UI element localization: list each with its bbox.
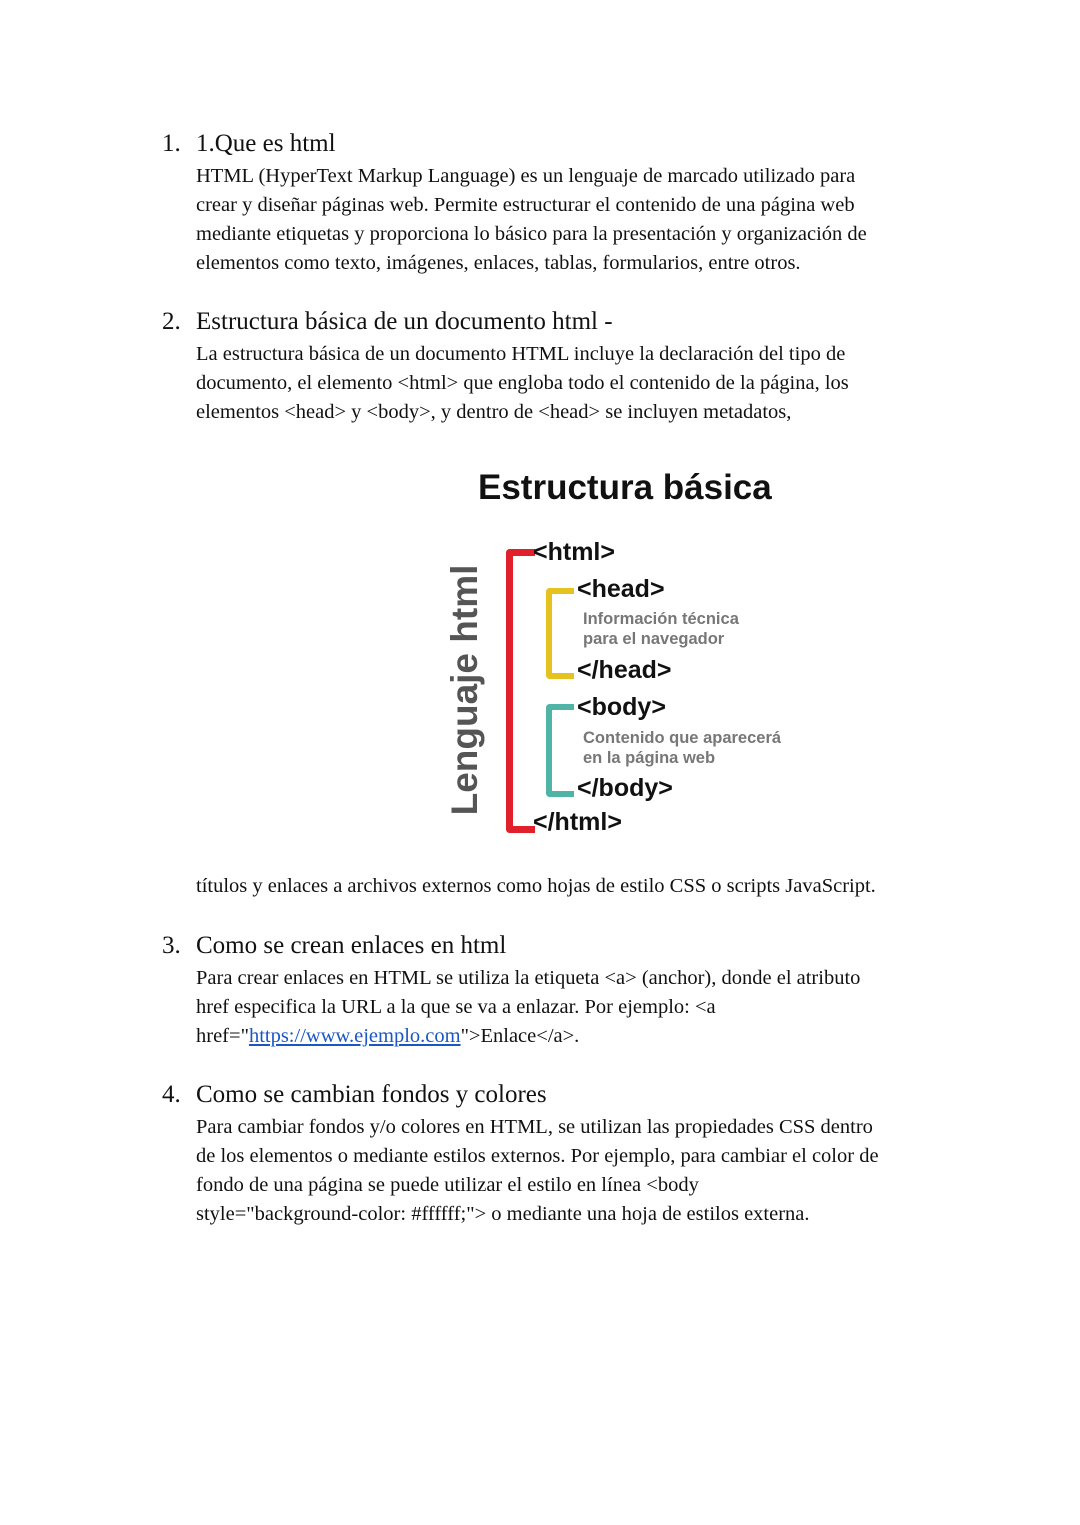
paragraph-line: HTML (HyperText Markup Language) es un lenguaje de marcado utilizado para (196, 165, 856, 187)
paragraph-line: fondo de una página se puede utilizar el estilo en línea <body (196, 1174, 699, 1196)
paragraph-line: de los elementos o mediante estilos externos. Por ejemplo, para cambiar el color de (196, 1145, 879, 1167)
code-text: href=" (196, 1025, 249, 1047)
body-description: Contenido que aparecerá (583, 729, 782, 747)
section-heading: Como se cambian fondos y colores (196, 1081, 547, 1108)
paragraph-line: títulos y enlaces a archivos externos como hojas de estilo CSS o scripts JavaScript. (196, 875, 876, 897)
paragraph-line: href especifica la URL a la que se va a enlazar. Por ejemplo: <a (196, 996, 716, 1018)
paragraph-line: style="background-color: #ffffff;"> o mediante una hoja de estilos externa. (196, 1203, 810, 1225)
code-text: ">Enlace</a>. (460, 1025, 580, 1047)
list-number: 4. (162, 1081, 181, 1108)
example-url-link[interactable]: https://www.ejemplo.com (248, 1025, 461, 1047)
head-bracket (546, 588, 574, 679)
body-description: en la página web (583, 749, 716, 767)
head-open-tag: <head> (577, 575, 665, 603)
head-close-tag: </head> (577, 656, 672, 684)
paragraph-line: crear y diseñar páginas web. Permite estructurar el contenido de una página web (196, 194, 855, 216)
list-number: 1. (162, 130, 181, 157)
paragraph-line: La estructura básica de un documento HTML incluye la declaración del tipo de (196, 343, 846, 365)
section-heading: Estructura básica de un documento html - (196, 308, 613, 335)
body-open-tag: <body> (577, 693, 666, 721)
paragraph-line: Para cambiar fondos y/o colores en HTML, se utilizan las propiedades CSS dentro (196, 1116, 873, 1138)
paragraph-line: elementos <head> y <body>, y dentro de <head> se incluyen metadatos, (196, 401, 792, 423)
paragraph-line: mediante etiquetas y proporciona lo básico para la presentación y organización de (196, 223, 867, 245)
body-bracket (546, 704, 574, 797)
body-close-tag: </body> (577, 774, 673, 802)
html-bracket (506, 549, 535, 833)
figure-side-label: Lenguaje html (444, 564, 485, 816)
list-number: 3. (162, 932, 181, 959)
html-close-tag: </html> (533, 808, 622, 836)
head-description: Información técnica (583, 610, 739, 628)
figure-title: Estructura básica (478, 468, 772, 507)
paragraph-line: documento, el elemento <html> que engloba todo el contenido de la página, los (196, 372, 849, 394)
html-open-tag: <html> (533, 538, 615, 566)
paragraph-line: elementos como texto, imágenes, enlaces, tablas, formularios, entre otros. (196, 252, 801, 274)
section-heading: Como se crean enlaces en html (196, 932, 507, 959)
head-description: para el navegador (583, 630, 725, 648)
list-number: 2. (162, 308, 181, 335)
paragraph-line: Para crear enlaces en HTML se utiliza la etiqueta <a> (anchor), donde el atributo (196, 967, 861, 989)
paragraph-line (196, 1025, 579, 1048)
section-heading: 1.Que es html (196, 130, 336, 157)
